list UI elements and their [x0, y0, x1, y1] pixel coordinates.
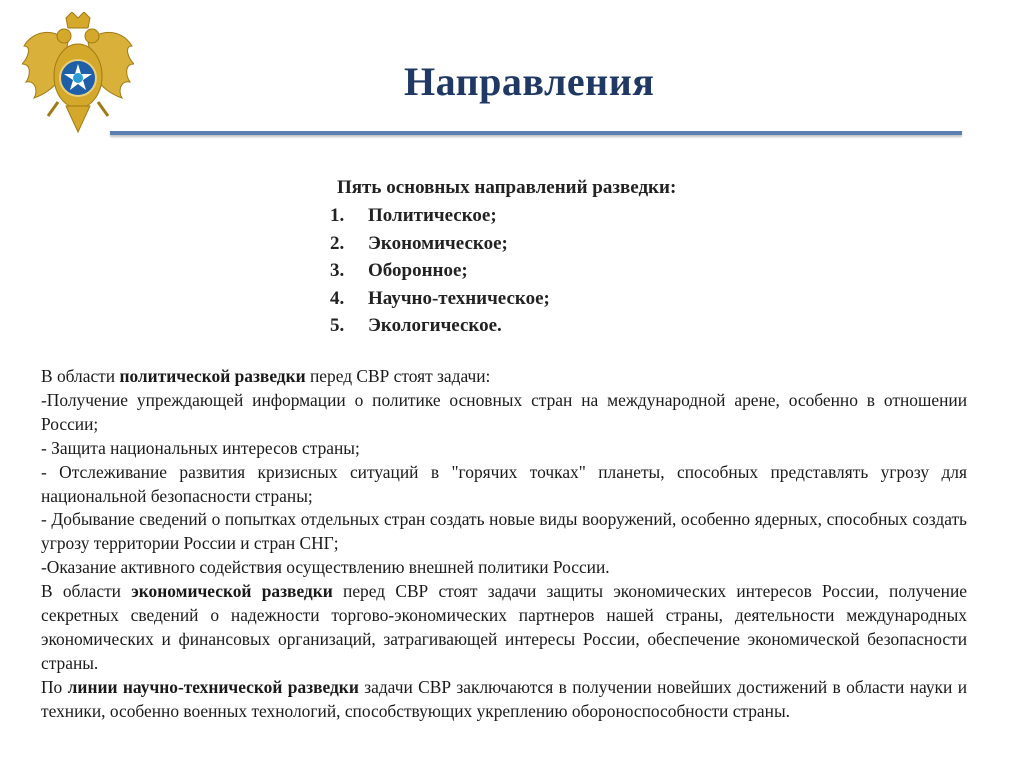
list-item-label: Экономическое;: [368, 232, 508, 254]
directions-list: [330, 174, 676, 340]
paragraph: - Защита национальных интересов страны;: [41, 437, 360, 458]
list-item-label: Оборонное;: [368, 260, 468, 281]
text-span: В области: [41, 581, 132, 602]
list-item-label: Научно-техническое;: [368, 287, 550, 309]
directions-heading: Пять основных направлений разведки:: [337, 177, 677, 198]
text-span: задачи СВР заключаются в получении новейших достижений в области науки и техники, особенно военных технологий, способствующих укреплению обороноспособности страны.: [41, 676, 967, 721]
list-item-number: 2.: [330, 232, 345, 254]
body-text: [41, 365, 967, 724]
paragraph-political-intro: [41, 365, 967, 389]
list-item: [330, 257, 676, 285]
title-underline: [110, 131, 962, 135]
paragraph: - Добывание сведений о попытках отдельных стран создать новые виды вооружений, особенно ядерных, способных создать угрозу территории России и стран СНГ;: [41, 509, 967, 554]
list-item-number: 5.: [330, 315, 345, 336]
paragraph-scientific: [41, 676, 967, 724]
list-item: [330, 285, 676, 313]
text-span: По: [41, 676, 68, 697]
text-span: перед СВР стоят задачи защиты экономических интересов России, получение секретных сведений о надежности торгово-экономических партнеров нашей страны, деятельности международных экономических и финансовых организаций, затрагивающей интересы России, обеспечение экономической безопасности страны.: [41, 581, 967, 673]
page-title: Направления: [404, 59, 655, 104]
bold-term: экономической разведки: [131, 581, 333, 602]
double-headed-eagle-emblem-icon: [22, 12, 134, 136]
text-span: В области: [41, 366, 120, 386]
bold-term: линии научно-технической разведки: [67, 676, 359, 697]
list-item: [330, 312, 676, 340]
list-item-number: 4.: [330, 287, 345, 309]
list-item-label: Политическое;: [368, 205, 497, 226]
paragraph: -Получение упреждающей информации о политике основных стран на международной арене, особенно в отношении России;: [41, 389, 967, 434]
list-item-number: 1.: [330, 205, 345, 226]
list-item: [330, 230, 676, 258]
paragraph: - Отслеживание развития кризисных ситуаций в "горячих точках" планеты, способных представлять угрозу для национальной безопасности страны;: [41, 461, 967, 506]
paragraph: -Оказание активного содействия осуществлению внешней политики России.: [41, 557, 610, 578]
list-item-label: Экологическое.: [368, 315, 502, 336]
paragraph-economic: [41, 580, 967, 676]
list-item-number: 3.: [330, 260, 345, 281]
bold-term: политической разведки: [119, 366, 306, 386]
text-span: перед СВР стоят задачи:: [305, 366, 491, 386]
list-item: [330, 202, 676, 230]
